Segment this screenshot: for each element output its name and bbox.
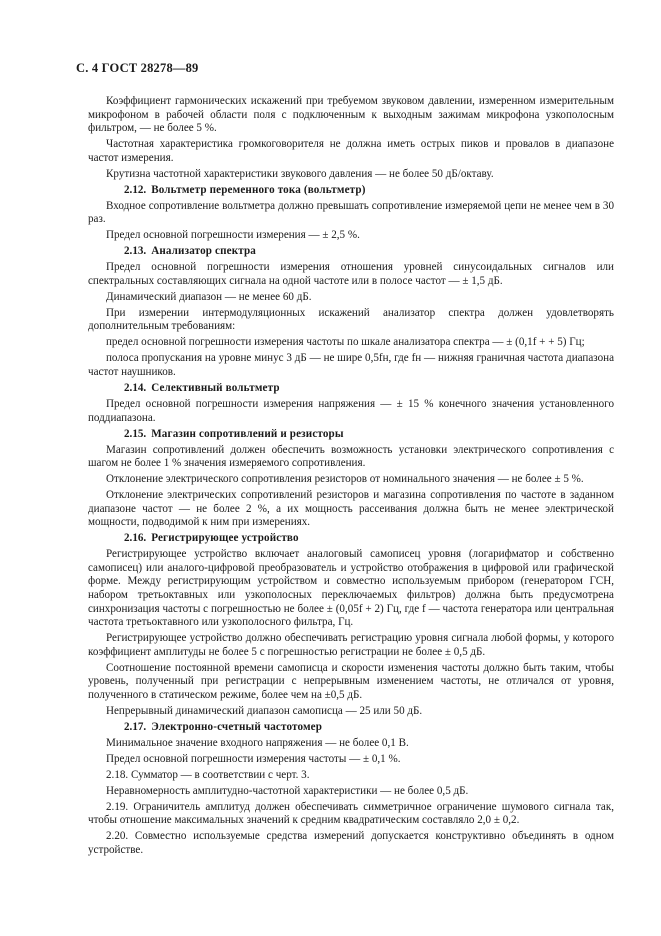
paragraph: 2.18. Сумматор — в соответствии с черт. 3. — [106, 768, 310, 781]
section-heading — [88, 428, 614, 442]
paragraph: предел основной погрешности измерения частоты по шкале анализатора спектра — ± (0,1f + + 5) Гц; — [106, 336, 585, 349]
section-heading — [88, 532, 614, 546]
paragraph: Предел основной погрешности измерения напряжения — ± 15 % конечного значения установленного поддиапазона. — [88, 397, 614, 424]
section-title: Селективный вольтметр — [151, 381, 280, 394]
section-heading — [88, 184, 614, 198]
paragraph: Регистрирующее устройство должно обеспечивать регистрацию уровня сигнала любой формы, у которого коэффициент амплитуды не более 5 с погрешностью регистрации не более ± 0,5 дБ. — [88, 632, 614, 658]
paragraph: 2.20. Совместно используемые средства измерений допускается конструктивно объединять в одном устройстве. — [88, 830, 614, 857]
section-number: 2.17. — [124, 720, 147, 733]
paragraph: Неравномерность амплитудно-частотной характеристики — не более 0,5 дБ. — [106, 784, 469, 797]
paragraph: Предел основной погрешности измерения отношения уровней синусоидальных сигналов или спектральных составляющих сигнала на одной частоте или в полосе частот — ± 1,5 дБ. — [88, 261, 614, 287]
section-title: Вольтметр переменного тока (вольтметр) — [151, 183, 366, 196]
paragraph: Частотная характеристика громкоговорителя не должна иметь острых пиков и провалов в диапазоне частот измерения. — [88, 138, 614, 164]
paragraph: Соотношение постоянной времени самописца и скорости изменения частоты должно быть таким, чтобы уровень, полученный при регистрации с непрерывным изменением частоты, не отличался от уровня, полученного в статическом режиме, более чем на ±0,5 дБ. — [88, 661, 614, 701]
paragraph: При измерении интермодуляционных искажений анализатор спектра должен удовлетворять дополнительным требованиям: — [88, 306, 614, 333]
page-header: С. 4 ГОСТ 28278—89 — [76, 61, 199, 75]
paragraph: Отклонение электрических сопротивлений резисторов и магазина сопротивления по частоте в заданном диапазоне частот — не более 2 %, а их мощность рассеивания должна быть не менее электрической мощности, подводимой к ним при измерениях. — [88, 489, 614, 529]
section-number: 2.14. — [124, 381, 147, 394]
section-title: Регистрирующее устройство — [151, 532, 299, 545]
section-title: Анализатор спектра — [151, 245, 256, 258]
section-heading — [88, 382, 614, 396]
paragraph: Крутизна частотной характеристики звукового давления — не более 50 дБ/октаву. — [106, 167, 494, 180]
paragraph: Непрерывный динамический диапазон самописца — 25 или 50 дБ. — [106, 704, 423, 717]
section-number: 2.16. — [124, 532, 147, 545]
paragraph: Входное сопротивление вольтметра должно превышать сопротивление измеряемой цепи не менее чем в 30 раз. — [88, 199, 614, 226]
section-title: Электронно-счетный частотомер — [151, 720, 323, 733]
paragraph: Минимальное значение входного напряжения — не более 0,1 В. — [106, 736, 409, 749]
paragraph: Предел основной погрешности измерения — ± 2,5 %. — [106, 229, 360, 242]
section-number: 2.12. — [124, 183, 147, 196]
section-heading — [88, 245, 614, 259]
paragraph: Отклонение электрического сопротивления резисторов от номинального значения — не более ± 5 %. — [106, 473, 584, 486]
document-body — [88, 95, 614, 860]
paragraph: Динамический диапазон — не менее 60 дБ. — [106, 290, 312, 303]
paragraph: Коэффициент гармонических искажений при требуемом звуковом давлении, измеренном измерительным микрофоном в рабочей области поля с подключенным к выходным зажимам микрофона узкополосным фильтром, — не более 5 %. — [88, 95, 614, 135]
paragraph: Магазин сопротивлений должен обеспечить возможность установки электрического сопротивления с шагом не более 1 % значения измеряемого сопротивления. — [88, 443, 614, 470]
section-number: 2.13. — [124, 245, 147, 258]
section-heading — [88, 721, 614, 735]
paragraph: Регистрирующее устройство включает аналоговый самописец уровня (логарифматор и собственно самописец) или аналого-цифровой преобразователь и устройство отображения в цифровой или графической форме. Между регистрирующим устройством и совместно используемым прибором (генератором ГСН, набором третьоктавных или узкополосных переключаемых фильтров) должна быть предусмотрена синхронизация частоты с погрешностью не более ± (0,05f + 2) Гц, где f — частота генератора или центральная частота третьоктавного или узкополосного фильтра, Гц. — [88, 548, 614, 629]
paragraph: полоса пропускания на уровне минус 3 дБ — не шире 0,5fн, где fн — нижняя граничная частота диапазона частот наушников. — [88, 352, 614, 378]
paragraph: 2.19. Ограничитель амплитуд должен обеспечивать симметричное ограничение шумового сигнала так, чтобы отношение максимальных значений к средним квадратическим составляло 2,0 ± 0,2. — [88, 800, 614, 827]
paragraph: Предел основной погрешности измерения частоты — ± 0,1 %. — [106, 752, 401, 765]
section-number: 2.15. — [124, 427, 147, 440]
section-title: Магазин сопротивлений и резисторы — [151, 427, 344, 440]
